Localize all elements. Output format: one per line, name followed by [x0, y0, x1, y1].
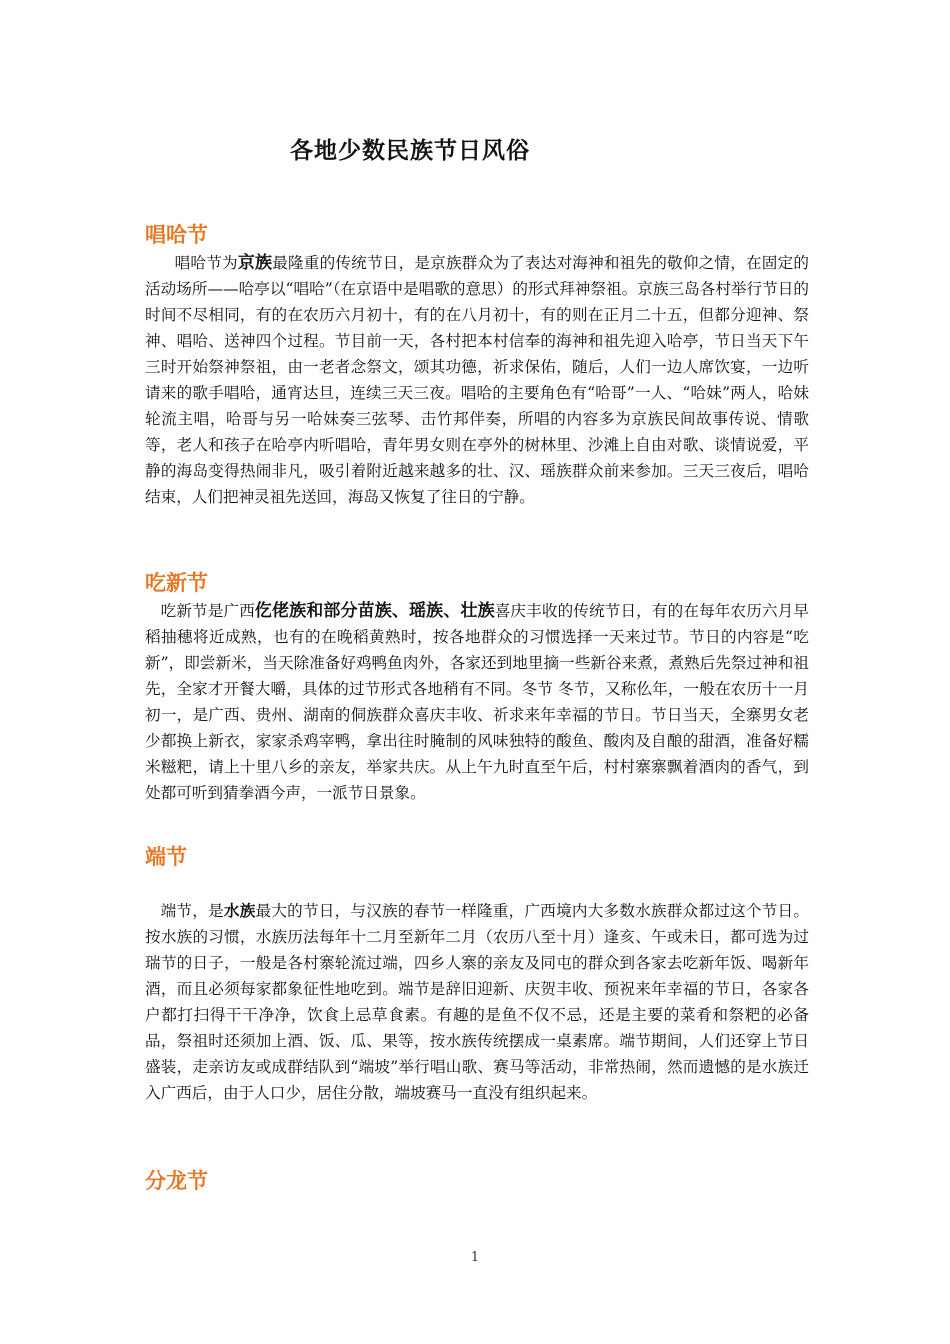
page-number: 1	[470, 1250, 480, 1265]
paragraph-text: 喜庆丰收的传统节日，有的在每年农历六月早稻抽穗将近成熟，也有的在晚稻黄熟时，按各地群众的习惯选择一天来过节。节日的内容是“吃新”，即尝新米，当天除准备好鸡鸭鱼肉外，各家还到地里摘一些新谷来煮，煮熟后先祭过神和祖先，全家才开餐大嚼，具体的过节形式各地稍有不同。冬节 冬节，又称仫年，一般在农历十一月初一，是广西、贵州、湖南的侗族群众喜庆丰收、祈求来年幸福的节日。节日当天，全寨男女老少都换上新衣，家家杀鸡宰鸭，拿出往时腌制的风味独特的酸鱼、酸肉及自酿的甜酒，准备好糯米糍粑，请上十里八乡的亲友，举家共庆。从上午九时直至午后，村村寨寨飘着酒肉的香气，到处都可听到猜拳酒今声，一派节日景象。	[145, 602, 809, 802]
emphasis-ethnic-group: 水族	[223, 902, 256, 920]
paragraph-text: 最隆重的传统节日，是京族群众为了表达对海神和祖先的敬仰之情，在固定的活动场所——哈亭以“唱哈”（在京语中是唱歌的意思）的形式拜神祭祖。京族三岛各村举行节日的时间不尽相同，有的在农历六月初十，有的在八月初十，有的则在正月二十五，但都分迎神、祭神、唱哈、送神四个过程。节目前一天，各村把本村信奉的海神和祖先迎入哈亭，节日当天下午三时开始祭神祭祖，由一老者念祭文，颂其功德，祈求保佑，随后，人们一边人席饮宴，一边听请来的歌手唱哈，通宵达旦，连续三天三夜。唱哈的主要角色有“哈哥”一人、“哈妹”两人，哈妹轮流主唱，哈哥与另一哈妹奏三弦琴、击竹邦伴奏，所唱的内容多为京族民间故事传说、情歌等，老人和孩子在哈亭内听唱哈，青年男女则在亭外的树林里、沙滩上自由对歌、谈情说爱，平静的海岛变得热闹非凡，吸引着附近越来越多的壮、汉、瑶族群众前来参加。三天三夜后，唱哈结束，人们把神灵祖先送回，海岛又恢复了往日的宁静。	[145, 254, 809, 506]
section-heading: 端节	[145, 845, 187, 869]
section-changha	[145, 220, 809, 510]
emphasis-ethnic-group: 京族	[237, 253, 273, 273]
spacer	[145, 872, 809, 898]
section-heading: 唱哈节	[145, 223, 208, 247]
paragraph-text: 最大的节日，与汉族的春节一样隆重，广西境内大多数水族群众都过这个节日。按水族的习惯，水族历法每年十二月至新年二月（农历八至十月）逢亥、午或未日，都可选为过瑞节的日子，一般是各村寨轮流过端，四乡人寨的亲友及同屯的群众到各家去吃新年饭、喝新年酒，而且必须每家都象征性地吃到。端节是辞旧迎新、庆贺丰收、预祝来年幸福的节日，各家各户都打扫得干干净净，饮食上忌草食素。有趣的是鱼不仅不忌，还是主要的菜肴和祭粑的必备品，祭祖时还须加上酒、饭、瓜、果等，按水族传统摆成一桌素席。端节期间，人们还穿上节日盛装，走亲访友或成群结队到“端坡”举行唱山歌、赛马等活动，非常热闹，然而遗憾的是水族迁入广西后，由于人口少，居住分散，端坡赛马一直没有组织起来。	[145, 902, 809, 1102]
paragraph-text: 端节，是	[160, 902, 224, 920]
section-heading: 吃新节	[145, 571, 208, 595]
section-chixin	[145, 568, 809, 806]
page-title: 各地少数民族节日风俗	[290, 138, 530, 164]
emphasis-ethnic-group: 仡佬族和部分苗族、瑶族、壮族	[254, 601, 495, 621]
section-paragraph	[145, 598, 809, 806]
section-fenlong	[145, 1166, 809, 1196]
section-duan	[145, 842, 809, 1106]
paragraph-text: 唱哈节为	[174, 254, 238, 272]
paragraph-text: 吃新节是广西	[160, 602, 255, 620]
section-paragraph	[145, 250, 809, 510]
section-paragraph	[145, 898, 809, 1106]
section-heading: 分龙节	[145, 1169, 208, 1193]
